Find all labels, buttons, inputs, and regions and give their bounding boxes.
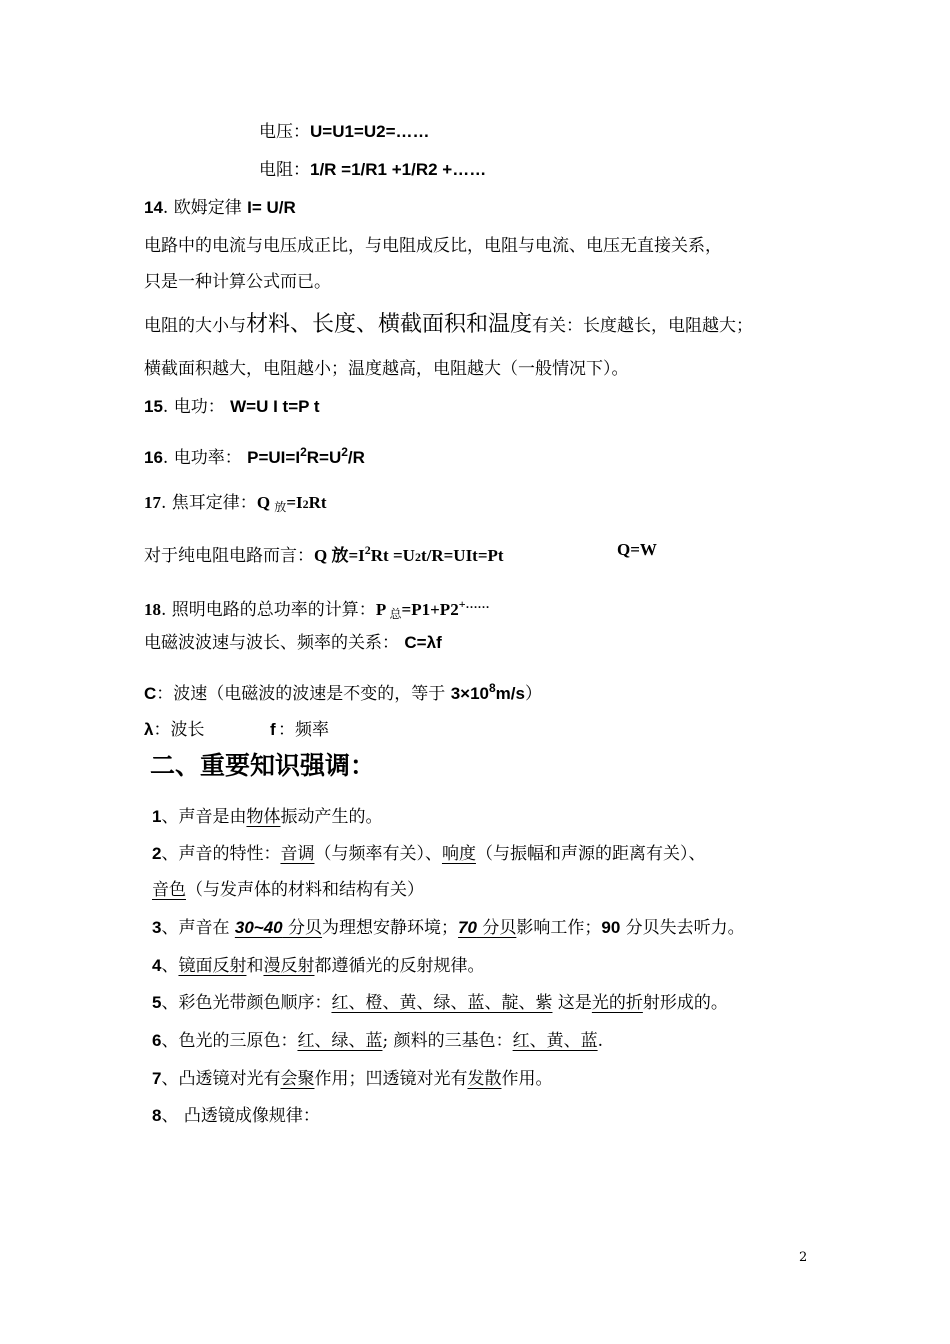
text: 分贝失去听力。 [620, 918, 745, 938]
superscript: 2 [364, 543, 371, 557]
voltage-formula: U=U1=U2=…… [310, 122, 430, 141]
knowledge-item-7 [152, 1067, 552, 1091]
knowledge-item-1 [152, 805, 382, 829]
text: 、彩色光带颜色顺序： [161, 993, 332, 1013]
electric-power-line [144, 440, 365, 470]
underlined-term: 红、绿、蓝 [297, 1031, 383, 1051]
formula-part: /R [347, 448, 365, 467]
text: 、声音在 [161, 918, 235, 938]
exponent: 2 [302, 497, 309, 511]
wave-speed-label: 电磁波波速与波长、频率的关系： [144, 633, 405, 653]
joule-law-label: . 焦耳定律： [161, 493, 257, 513]
item-number: 17 [144, 493, 161, 512]
formula-part: m/s [495, 684, 525, 703]
lighting-power-formula [375, 597, 490, 621]
knowledge-item-5 [152, 991, 728, 1015]
superscript: 2 [300, 445, 307, 459]
formula-part: =I [286, 493, 303, 512]
subscript: 放 [274, 500, 287, 514]
wave-speed-formula: C=λf [404, 633, 442, 652]
item-number: 14 [144, 198, 163, 217]
formula-part: P=UI=I [247, 448, 301, 467]
ohms-law-formula: I= U/R [247, 198, 296, 217]
item-number: 18 [144, 600, 161, 619]
text: 和 [246, 956, 264, 976]
formula-part: Rt =U [370, 546, 415, 565]
electric-work-formula: W=U I t=P t [230, 397, 320, 416]
text: 为理想安静环境； [322, 918, 459, 938]
underlined-term [235, 918, 322, 938]
electric-power-label: . 电功率： [162, 448, 248, 468]
item-number: 7 [152, 1069, 162, 1088]
formula-part: +P [430, 600, 451, 619]
text: 都遵循光的反射规律。 [314, 956, 485, 976]
wavelength-frequency-line [144, 718, 329, 742]
text: 、色光的三原色： [161, 1031, 298, 1051]
lighting-power-label: . 照明电路的总功率的计算： [161, 600, 376, 620]
text: 影响工作； [516, 918, 602, 938]
pure-resistance-formula [314, 543, 504, 565]
ohms-law-explanation-1: 电路中的电流与电压成正比，与电阻成反比，电阻与电流、电压无直接关系， [144, 236, 722, 256]
underlined-term: 漫反射 [263, 956, 315, 976]
exponent: 2 [414, 550, 421, 564]
text: （与频率有关）、 [314, 844, 442, 864]
voltage-label: 电压： [259, 122, 310, 142]
underlined-term: 红、黄、蓝 [512, 1031, 598, 1051]
knowledge-item-4 [152, 954, 484, 978]
symbol-c: C [144, 684, 157, 703]
q-equals-w: Q=W [617, 540, 657, 559]
pure-resistance-line [144, 538, 657, 569]
formula-part: t/R=UIt=Pt [420, 546, 504, 565]
text: ; 颜料的三基色： [382, 1031, 513, 1051]
underlined-term: 响度 [441, 844, 476, 864]
index: 2 [450, 600, 459, 619]
underlined-term: 发散 [467, 1069, 502, 1089]
underlined-term: 红、橙、黄、绿、蓝、靛、紫 [331, 993, 553, 1013]
closing-paren: ） [524, 684, 542, 704]
underlined-term: 光的折 [591, 993, 643, 1013]
text: 作用。 [501, 1069, 553, 1089]
resistance-line [259, 158, 486, 182]
item-number: 15 [144, 397, 163, 416]
voltage-line [259, 120, 430, 144]
subscript: 总 [389, 607, 402, 621]
formula-part: P [375, 600, 390, 619]
resistance-factors-continued: 横截面积越大，电阻越小；温度越高，电阻越大（一般情况下）。 [144, 359, 629, 379]
item-number: 2 [152, 844, 162, 863]
wave-speed-c-label: ：波速（电磁波的波速是不变的，等于 [156, 684, 451, 704]
section-heading: 二、重要知识强调： [150, 751, 376, 780]
underlined-term: 镜面反射 [178, 956, 247, 976]
formula-part: =P [401, 600, 422, 619]
text: （与发声体的材料和结构有关） [186, 880, 424, 900]
wavelength-label: ：波长 [153, 720, 205, 740]
formula-part: Rt [308, 493, 327, 512]
electric-power-formula [247, 445, 365, 467]
resistance-factors-suffix: 有关：长度越长，电阻越大； [532, 316, 754, 336]
joule-law-formula [257, 493, 327, 512]
decibel-value: 30~40 [234, 918, 283, 937]
underlined-term: 物体 [246, 807, 281, 827]
joule-law-line [144, 491, 327, 519]
underlined-term [458, 918, 516, 938]
knowledge-item-3 [152, 916, 745, 940]
text: 、 凸透镜成像规律： [161, 1106, 320, 1126]
decibel-value: 70 [458, 918, 477, 937]
item-number: 3 [152, 918, 162, 937]
electric-work-label: . 电功： [162, 397, 231, 417]
formula-part: 3×10 [450, 684, 489, 703]
text: 、声音的特性： [161, 844, 281, 864]
resistance-factors-line [144, 311, 753, 340]
item-number: 6 [152, 1031, 162, 1050]
underlined-term: 音调 [280, 844, 315, 864]
text: 、凸透镜对光有 [161, 1069, 281, 1089]
symbol-lambda: λ [144, 720, 154, 739]
item-number: 4 [152, 956, 162, 975]
resistance-factors-emphasis: 材料、长度、横截面积和温度 [246, 312, 533, 337]
resistance-formula: 1/R =1/R1 +1/R2 +…… [310, 160, 487, 179]
text: 、声音是由 [161, 807, 247, 827]
text: 分贝 [282, 918, 323, 938]
superscript: 8 [488, 681, 496, 695]
knowledge-item-2-continued [152, 878, 424, 902]
text: 这是 [552, 993, 592, 1013]
index: 1 [421, 600, 431, 619]
text: 分贝 [476, 918, 517, 938]
ohms-law-line [144, 196, 296, 220]
underlined-term: 音色 [152, 880, 186, 900]
decibel-value: 90 [601, 918, 621, 937]
text: . [597, 1031, 604, 1051]
text: 振动产生的。 [280, 807, 383, 827]
symbol-f: f [270, 720, 276, 739]
underlined-term: 会聚 [280, 1069, 315, 1089]
formula-part: Q [256, 493, 275, 512]
formula-part: +…… [458, 597, 490, 611]
knowledge-item-6 [152, 1029, 603, 1053]
formula-part: R=U [306, 448, 342, 467]
ohms-law-label: . 欧姆定律 [162, 198, 248, 218]
item-number: 5 [152, 993, 162, 1012]
knowledge-item-8 [152, 1104, 320, 1128]
item-number: 1 [152, 807, 162, 826]
text: 作用；凹透镜对光有 [314, 1069, 468, 1089]
lighting-power-line [144, 592, 490, 626]
item-number: 16 [144, 448, 163, 467]
item-number: 8 [152, 1106, 162, 1125]
page-number: 2 [799, 1250, 808, 1265]
formula-part: Q 放=I [314, 546, 365, 565]
wave-speed-c-line [144, 676, 542, 706]
text: 射形成的。 [642, 993, 728, 1013]
text: 、 [161, 956, 179, 976]
resistance-label: 电阻： [259, 160, 310, 180]
frequency-label: ：频率 [278, 720, 329, 740]
superscript: 2 [341, 445, 348, 459]
resistance-factors-prefix: 电阻的大小与 [144, 316, 246, 336]
speed-of-light-value [450, 681, 525, 703]
electric-work-line [144, 395, 320, 419]
text: （与振幅和声源的距离有关）、 [475, 844, 706, 864]
knowledge-item-2 [152, 842, 705, 866]
wave-speed-line [144, 631, 442, 655]
pure-resistance-label: 对于纯电阻电路而言： [144, 546, 314, 566]
ohms-law-explanation-2: 只是一种计算公式而已。 [144, 272, 331, 292]
